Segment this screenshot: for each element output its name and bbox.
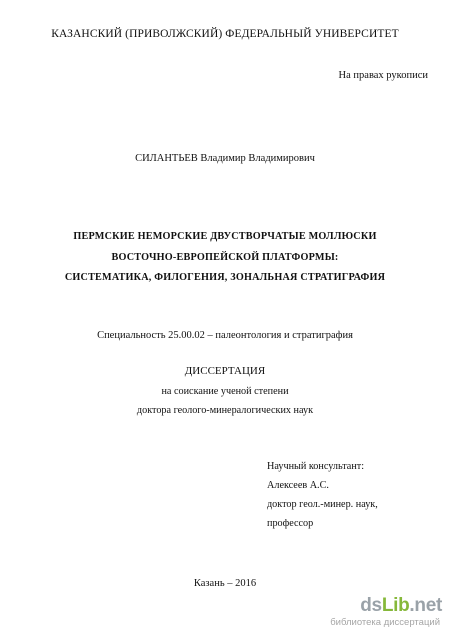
consultant-degree: доктор геол.-минер. наук, (267, 499, 378, 510)
dissertation-heading: ДИССЕРТАЦИЯ (184, 365, 266, 377)
logo-part-main: ds (360, 595, 382, 616)
title-line-1: ПЕРМСКИЕ НЕМОРСКИЕ ДВУСТВОРЧАТЫЕ МОЛЛЮСКИ (73, 231, 377, 242)
consultant-rank: профессор (267, 518, 314, 529)
degree-line-1: на соискание ученой степени (161, 386, 289, 397)
watermark-subtitle: библиотека диссертаций (330, 617, 440, 628)
watermark-logo (360, 595, 442, 617)
title-line-2: ВОСТОЧНО-ЕВРОПЕЙСКОЙ ПЛАТФОРМЫ: (111, 252, 339, 263)
author-name: СИЛАНТЬЕВ Владимир Владимирович (135, 153, 315, 164)
logo-part-tail: .net (409, 595, 442, 616)
consultant-label: Научный консультант: (267, 461, 365, 472)
specialty: Специальность 25.00.02 – палеонтология и стратиграфия (97, 330, 353, 341)
consultant-name: Алексеев А.С. (267, 480, 329, 491)
city-year: Казань – 2016 (193, 578, 257, 589)
title-line-3: СИСТЕМАТИКА, ФИЛОГЕНИЯ, ЗОНАЛЬНАЯ СТРАТИГРАФИЯ (64, 272, 386, 283)
dslib-watermark (330, 595, 442, 631)
logo-part-highlight: Lib (381, 595, 410, 616)
university-name: КАЗАНСКИЙ (ПРИВОЛЖСКИЙ) ФЕДЕРАЛЬНЫЙ УНИВЕРСИТЕТ (51, 28, 399, 40)
manuscript-rights: На правах рукописи (338, 70, 428, 81)
degree-line-2: доктора геолого-минералогических наук (136, 405, 314, 416)
